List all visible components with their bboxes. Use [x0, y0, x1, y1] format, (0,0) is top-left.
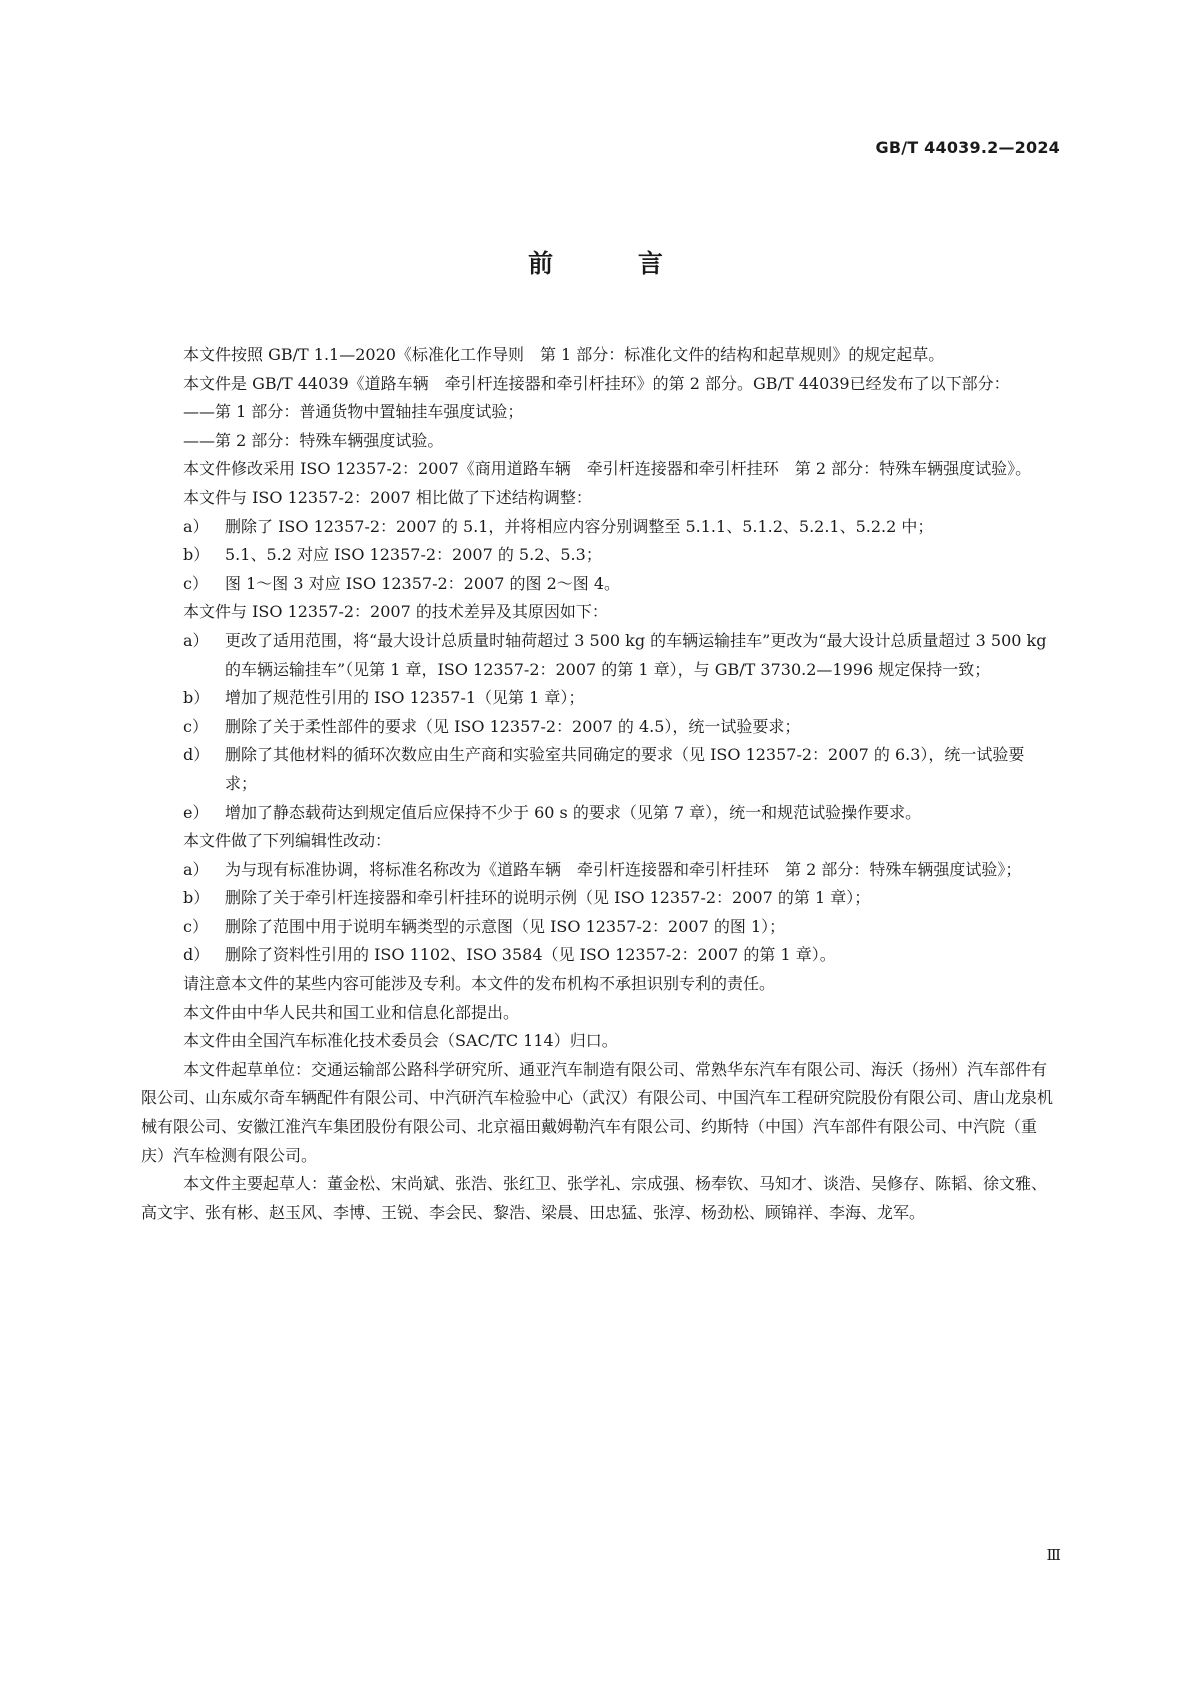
list-item	[141, 513, 1056, 542]
paragraph: 本文件主要起草人：董金松、宋尚斌、张浩、张红卫、张学礼、宗成强、杨奉钦、马知才、谈浩、吴修存、陈韬、徐文雅、高文宇、张有彬、赵玉风、李博、王锐、李会民、黎浩、梁晨、田忠猛、张淳、杨劲松、顾锦祥、李海、龙军。	[141, 1174, 1048, 1222]
list-item-marker: c）	[183, 916, 208, 936]
paragraph: 请注意本文件的某些内容可能涉及专利。本文件的发布机构不承担识别专利的责任。	[183, 974, 776, 994]
list-item-text: 删除了其他材料的循环次数应由生产商和实验室共同确定的要求（见 ISO 12357-2：2007 的 6.3），统一试验要求；	[225, 745, 1025, 793]
list-item	[141, 941, 1056, 970]
list-item-text: 图 1～图 3 对应 ISO 12357-2：2007 的图 2～图 4。	[225, 573, 621, 593]
foreword-body	[141, 341, 1056, 1227]
list-item-text: 为与现有标准协调，将标准名称改为《道路车辆 牵引杆连接器和牵引杆挂环 第 2 部分：特殊车辆强度试验》；	[225, 859, 1022, 879]
list-item-text: 删除了关于牵引杆连接器和牵引杆挂环的说明示例（见 ISO 12357-2：2007 的第 1 章）；	[225, 888, 871, 908]
list-item-marker: a）	[183, 516, 209, 536]
paragraph: 本文件做了下列编辑性改动：	[183, 831, 392, 851]
page-title: 前 言	[528, 249, 701, 278]
paragraph: 本文件与 ISO 12357-2：2007 相比做了下述结构调整：	[183, 487, 592, 507]
paragraph: 本文件由全国汽车标准化技术委员会（SAC/TC 114）归口。	[183, 1031, 618, 1051]
paragraph: 本文件起草单位：交通运输部公路科学研究所、通亚汽车制造有限公司、常熟华东汽车有限公司、海沃（扬州）汽车部件有限公司、山东威尔奇车辆配件有限公司、中汽研汽车检验中心（武汉）有限公司、中国汽车工程研究院股份有限公司、唐山龙泉机械有限公司、安徽江淮汽车集团股份有限公司、北京福田戴姆勒汽车有限公司、约斯特（中国）汽车部件有限公司、中汽院（重庆）汽车检测有限公司。	[141, 1059, 1054, 1165]
list-item-marker: b）	[183, 888, 210, 908]
paragraph: 本文件修改采用 ISO 12357-2：2007《商用道路车辆 牵引杆连接器和牵引杆挂环 第 2 部分：特殊车辆强度试验》。	[183, 459, 1032, 479]
list-item-marker: a）	[183, 630, 209, 650]
list-item-text: 删除了范围中用于说明车辆类型的示意图（见 ISO 12357-2：2007 的图 1）；	[225, 916, 786, 936]
list-item-marker: d）	[183, 945, 210, 965]
list-item	[141, 570, 1056, 599]
list-item-text: 增加了静态载荷达到规定值后应保持不少于 60 s 的要求（见第 7 章），统一和规范试验操作要求。	[225, 802, 922, 822]
list-item	[141, 541, 1056, 570]
list-item	[141, 884, 1056, 913]
paragraph: 本文件是 GB/T 44039《道路车辆 牵引杆连接器和牵引杆挂环》的第 2 部分。GB/T 44039已经发布了以下部分：	[183, 373, 1010, 393]
list-item	[141, 856, 1056, 885]
list-item	[141, 913, 1056, 942]
list-item	[141, 741, 1056, 798]
list-item-marker: d）	[183, 745, 210, 765]
list-item-marker: b）	[183, 545, 210, 565]
page-number: Ⅲ	[1046, 1546, 1061, 1564]
paragraph: 本文件与 ISO 12357-2：2007 的技术差异及其原因如下：	[183, 602, 608, 622]
list-item-marker: c）	[183, 716, 208, 736]
list-item-text: 5.1、5.2 对应 ISO 12357-2：2007 的 5.2、5.3；	[225, 545, 602, 565]
list-item-marker: b）	[183, 688, 210, 708]
list-item	[141, 627, 1056, 684]
document-code: GB/T 44039.2—2024	[875, 138, 1060, 157]
dash-list-item: ——第 1 部分：普通货物中置轴挂车强度试验；	[183, 402, 524, 422]
list-item	[141, 799, 1056, 828]
dash-list-item: ——第 2 部分：特殊车辆强度试验。	[183, 430, 444, 450]
list-item-marker: a）	[183, 859, 209, 879]
paragraph: 本文件按照 GB/T 1.1—2020《标准化工作导则 第 1 部分：标准化文件的结构和起草规则》的规定起草。	[183, 345, 945, 364]
paragraph: 本文件由中华人民共和国工业和信息化部提出。	[183, 1002, 520, 1022]
list-item	[141, 684, 1056, 713]
list-item	[141, 713, 1056, 742]
list-item-text: 更改了适用范围，将“最大设计总质量时轴荷超过 3 500 kg 的车辆运输挂车”更改为“最大设计总质量超过 3 500 kg 的车辆运输挂车”（见第 1 章，ISO 12357-2：2007 的第 1 章），与 GB/T 3730.2—1996 规定保持一致；	[225, 630, 1047, 679]
list-item-text: 删除了资料性引用的 ISO 1102、ISO 3584（见 ISO 12357-2：2007 的第 1 章）。	[225, 945, 836, 965]
list-item-text: 删除了关于柔性部件的要求（见 ISO 12357-2：2007 的 4.5），统一试验要求；	[225, 716, 801, 736]
list-item-text: 删除了 ISO 12357-2：2007 的 5.1，并将相应内容分别调整至 5.1.1、5.1.2、5.2.1、5.2.2 中；	[225, 516, 934, 536]
list-item-marker: c）	[183, 573, 208, 593]
list-item-marker: e）	[183, 802, 209, 822]
list-item-text: 增加了规范性引用的 ISO 12357-1（见第 1 章）；	[225, 688, 585, 708]
